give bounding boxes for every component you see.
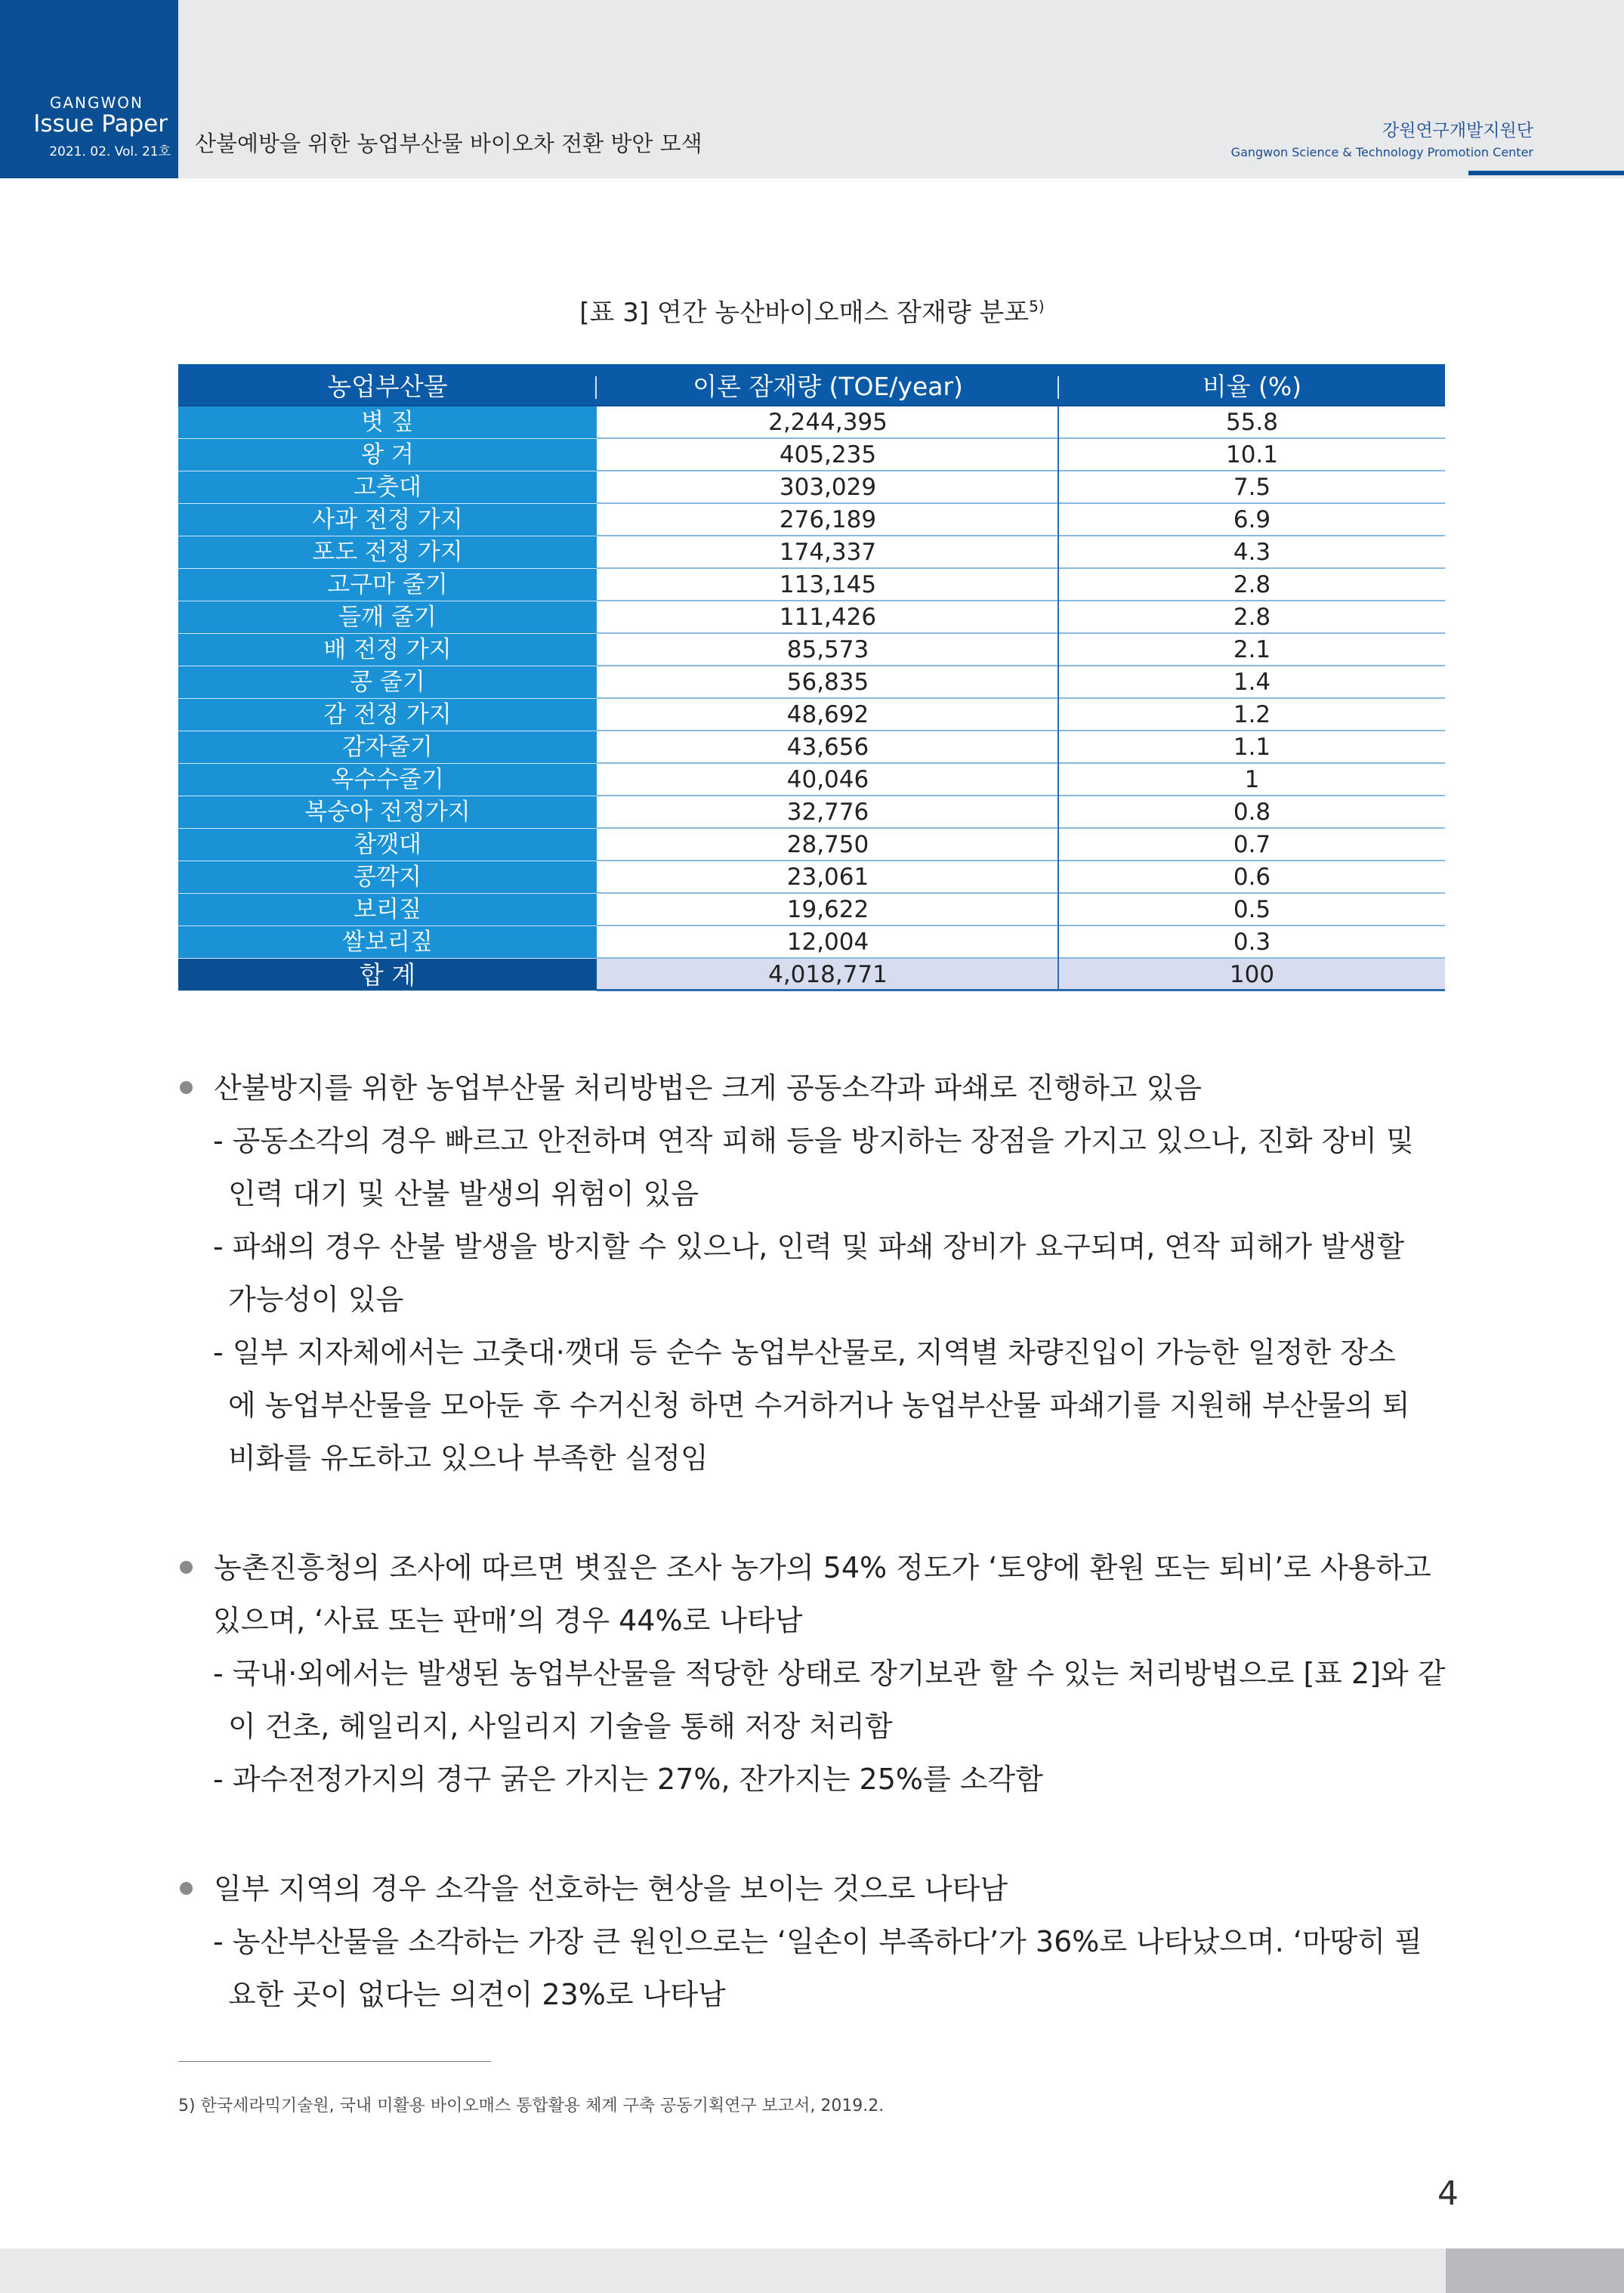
bullet-1 (180, 1062, 1202, 1114)
cell-potential: 32,776 (597, 796, 1059, 829)
cell-ratio: 2.8 (1059, 569, 1445, 601)
table-row (178, 406, 1445, 439)
total-potential: 4,018,771 (597, 959, 1059, 991)
cell-byproduct: 볏 짚 (178, 406, 597, 439)
cell-ratio: 6.9 (1059, 504, 1445, 536)
sub-1-3-line3: 비화를 유도하고 있으나 부족한 실정임 (228, 1442, 709, 1475)
cell-byproduct: 참깻대 (178, 829, 597, 861)
table-caption-footnote-ref: 5) (1029, 297, 1045, 316)
table-row (178, 439, 1445, 471)
bullet-dot-icon (180, 1561, 193, 1574)
table-row (178, 894, 1445, 926)
sub-1-1-line1: - 공동소각의 경우 빠르고 안전하며 연작 피해 등을 방지하는 장점을 가지고 있으나, 진화 장비 및 (213, 1124, 1414, 1157)
cell-byproduct: 감자줄기 (178, 731, 597, 764)
footer-accent (1446, 2248, 1624, 2293)
sub-3-1 (213, 1915, 1422, 2021)
table-row (178, 861, 1445, 894)
table-total-row (178, 959, 1445, 991)
sub-1-1 (213, 1114, 1414, 1220)
sub-2-2-line1: - 과수전정가지의 경구 굵은 가지는 27%, 잔가지는 25%를 소각함 (213, 1763, 1043, 1796)
bullet-2-line2: 있으며, ‘사료 또는 판매’의 경우 44%로 나타남 (213, 1604, 803, 1637)
cell-byproduct: 쌀보리짚 (178, 926, 597, 959)
cell-ratio: 0.5 (1059, 894, 1445, 926)
cell-ratio: 10.1 (1059, 439, 1445, 471)
bullet-dot-icon (180, 1882, 193, 1895)
document-title: 산불예방을 위한 농업부산물 바이오차 전환 방안 모색 (195, 131, 702, 156)
cell-byproduct: 사과 전정 가지 (178, 504, 597, 536)
total-ratio: 100 (1059, 959, 1445, 991)
cell-potential: 43,656 (597, 731, 1059, 764)
cell-ratio: 1.2 (1059, 699, 1445, 731)
cell-ratio: 0.6 (1059, 861, 1445, 894)
table-caption (0, 292, 1624, 329)
table-row (178, 471, 1445, 504)
sub-1-3 (213, 1326, 1410, 1485)
table-row (178, 699, 1445, 731)
sub-1-3-line1: - 일부 지자체에서는 고춧대·깻대 등 순수 농업부산물로, 지역별 차량진입이 가능한 일정한 장소 (213, 1336, 1396, 1369)
table-row (178, 569, 1445, 601)
bullet-3 (180, 1862, 1008, 1915)
sub-2-1 (213, 1647, 1446, 1753)
cell-ratio: 1.1 (1059, 731, 1445, 764)
cell-byproduct: 포도 전정 가지 (178, 536, 597, 569)
table-row (178, 829, 1445, 861)
table-row (178, 796, 1445, 829)
sub-2-1-line1: - 국내·외에서는 발생된 농업부산물을 적당한 상태로 장기보관 할 수 있는 처리방법으로 [표 2]와 같 (213, 1657, 1446, 1690)
cell-potential: 48,692 (597, 699, 1059, 731)
table-row (178, 504, 1445, 536)
cell-potential: 303,029 (597, 471, 1059, 504)
cell-potential: 2,244,395 (597, 406, 1059, 439)
page-number: 4 (1437, 2174, 1459, 2213)
table-row (178, 926, 1445, 959)
sub-3-1-line2: 요한 곳이 없다는 의견이 23%로 나타남 (228, 1978, 726, 2011)
cell-byproduct: 보리짚 (178, 894, 597, 926)
table-row (178, 764, 1445, 796)
cell-potential: 111,426 (597, 601, 1059, 634)
brand-volume: 2021. 02. Vol. 21호 (49, 144, 171, 159)
cell-ratio: 7.5 (1059, 471, 1445, 504)
table-row (178, 536, 1445, 569)
cell-potential: 85,573 (597, 634, 1059, 666)
cell-byproduct: 감 전정 가지 (178, 699, 597, 731)
brand-block (0, 0, 178, 178)
cell-ratio: 1.4 (1059, 666, 1445, 699)
cell-potential: 28,750 (597, 829, 1059, 861)
brand-title: Issue Paper (33, 110, 168, 138)
table-row (178, 601, 1445, 634)
header-cell-potential: 이론 잠재량 (TOE/year) (597, 367, 1059, 403)
bullet-2 (180, 1541, 1431, 1637)
cell-ratio: 2.1 (1059, 634, 1445, 666)
footer-strip (0, 2248, 1624, 2293)
table-row (178, 634, 1445, 666)
cell-potential: 23,061 (597, 861, 1059, 894)
sub-1-2-line2: 가능성이 있음 (228, 1283, 404, 1316)
footnote-rule (178, 2061, 491, 2062)
cell-ratio: 0.7 (1059, 829, 1445, 861)
cell-ratio: 55.8 (1059, 406, 1445, 439)
cell-potential: 56,835 (597, 666, 1059, 699)
sub-2-1-line2: 이 건초, 헤일리지, 사일리지 기술을 통해 저장 처리함 (228, 1710, 893, 1743)
total-label: 합 계 (178, 959, 597, 991)
table-row (178, 731, 1445, 764)
header-accent-rule (1468, 171, 1624, 175)
bullet-1-text: 산불방지를 위한 농업부산물 처리방법은 크게 공동소각과 파쇄로 진행하고 있음 (214, 1071, 1202, 1105)
page-header (0, 0, 1624, 178)
footnote: 5) 한국세라믹기술원, 국내 미활용 바이오매스 통합활용 체계 구축 공동기획연구 보고서, 2019.2. (178, 2097, 885, 2115)
sub-1-3-line2: 에 농업부산물을 모아둔 후 수거신청 하면 수거하거나 농업부산물 파쇄기를 지원해 부산물의 퇴 (228, 1389, 1410, 1422)
header-cell-ratio: 비율 (%) (1202, 371, 1302, 401)
cell-potential: 276,189 (597, 504, 1059, 536)
sub-1-2 (213, 1220, 1404, 1326)
cell-potential: 405,235 (597, 439, 1059, 471)
cell-byproduct: 왕 겨 (178, 439, 597, 471)
cell-ratio: 0.3 (1059, 926, 1445, 959)
sub-1-2-line1: - 파쇄의 경우 산불 발생을 방지할 수 있으나, 인력 및 파쇄 장비가 요구되며, 연작 피해가 발생할 (213, 1230, 1405, 1263)
cell-byproduct: 옥수수줄기 (178, 764, 597, 796)
organization-name: 강원연구개발지원단 (1382, 121, 1533, 141)
bullet-dot-icon (180, 1081, 193, 1094)
cell-byproduct: 콩 줄기 (178, 666, 597, 699)
cell-ratio: 1 (1059, 764, 1445, 796)
cell-potential: 40,046 (597, 764, 1059, 796)
cell-potential: 174,337 (597, 536, 1059, 569)
cell-ratio: 0.8 (1059, 796, 1445, 829)
table-row (178, 666, 1445, 699)
cell-byproduct: 고구마 줄기 (178, 569, 597, 601)
sub-2-2 (213, 1753, 1043, 1806)
cell-potential: 19,622 (597, 894, 1059, 926)
sub-1-1-line2: 인력 대기 및 산불 발생의 위험이 있음 (228, 1177, 699, 1210)
header-cell-byproduct: 농업부산물 (178, 367, 597, 403)
cell-byproduct: 복숭아 전정가지 (178, 796, 597, 829)
sub-3-1-line1: - 농산부산물을 소각하는 가장 큰 원인으로는 ‘일손이 부족하다’가 36%로 나타났으며. ‘마땅히 필 (213, 1925, 1422, 1958)
cell-ratio: 2.8 (1059, 601, 1445, 634)
cell-byproduct: 배 전정 가지 (178, 634, 597, 666)
cell-potential: 113,145 (597, 569, 1059, 601)
brand-small: GANGWON (49, 94, 144, 112)
cell-ratio: 4.3 (1059, 536, 1445, 569)
biomass-table (178, 364, 1445, 991)
cell-byproduct: 콩깍지 (178, 861, 597, 894)
table-body (178, 406, 1445, 991)
cell-byproduct: 고춧대 (178, 471, 597, 504)
organization-name-en: Gangwon Science & Technology Promotion Center (1230, 145, 1533, 159)
cell-potential: 12,004 (597, 926, 1059, 959)
table-header-row (178, 364, 1445, 406)
bullet-3-text: 일부 지역의 경우 소각을 선호하는 현상을 보이는 것으로 나타남 (214, 1872, 1008, 1905)
bullet-2-line1: 농촌진흥청의 조사에 따르면 볏짚은 조사 농가의 54% 정도가 ‘토양에 환원 또는 퇴비’로 사용하고 (214, 1551, 1431, 1584)
table-caption-text: [표 3] 연간 농산바이오매스 잠재량 분포 (579, 298, 1030, 328)
cell-byproduct: 들깨 줄기 (178, 601, 597, 634)
